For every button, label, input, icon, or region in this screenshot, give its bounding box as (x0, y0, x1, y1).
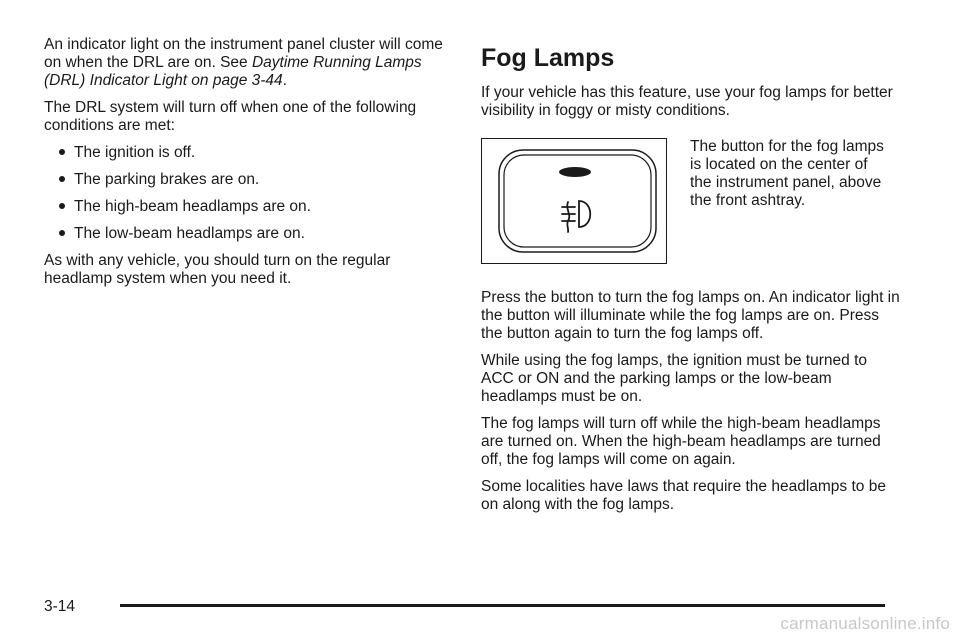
drl-off-paragraph: The DRL system will turn off when one of the following conditions are met: (44, 99, 417, 134)
figure-row (481, 138, 901, 264)
fog-paragraph: While using the fog lamps, the ignition must be turned to ACC or ON and the parking lamps or the low-beam headlamps must be on. (481, 352, 867, 405)
page-number: 3-14 (44, 598, 76, 615)
cross-reference-link[interactable]: Daytime Running Lamps (DRL) Indicator Light on page 3-44 (44, 54, 422, 89)
list-item: The parking brakes are on. (44, 171, 444, 189)
fog-paragraph: Press the button to turn the fog lamps on. An indicator light in the button will illuminate while the fog lamps are on. Press the button again to turn the fog lamps off. (481, 289, 900, 342)
fog-lamp-button-figure (481, 138, 667, 264)
paragraph-end: . (282, 72, 287, 89)
drl-indicator-paragraph (44, 36, 444, 90)
condition-list (44, 144, 444, 243)
list-item: The low-beam headlamps are on. (44, 225, 444, 243)
list-item: The ignition is off. (44, 144, 444, 162)
figure-caption: The button for the fog lamps is located on the center of the instrument panel, above the front ashtray. (690, 138, 884, 209)
fog-paragraph: The fog lamps will turn off while the high-beam headlamps are turned on. When the high-beam headlamps are turned off, the fog lamps will come on again. (481, 415, 881, 468)
footer-divider (120, 604, 885, 607)
paragraph-text: An indicator light on the instrument panel cluster will come on when the DRL are on. See (44, 36, 443, 71)
headlamp-advice-paragraph: As with any vehicle, you should turn on the regular headlamp system when you need it. (44, 252, 391, 287)
list-item: The high-beam headlamps are on. (44, 198, 444, 216)
left-column (44, 36, 444, 297)
fog-intro-paragraph: If your vehicle has this feature, use your fog lamps for better visibility in foggy or misty conditions. (481, 84, 893, 119)
watermark: carmanualsonline.info (780, 614, 950, 633)
fog-lamp-icon (482, 139, 665, 262)
section-title: Fog Lamps (481, 44, 615, 72)
fog-paragraph: Some localities have laws that require the headlamps to be on along with the fog lamps. (481, 478, 886, 513)
right-column (481, 44, 901, 523)
